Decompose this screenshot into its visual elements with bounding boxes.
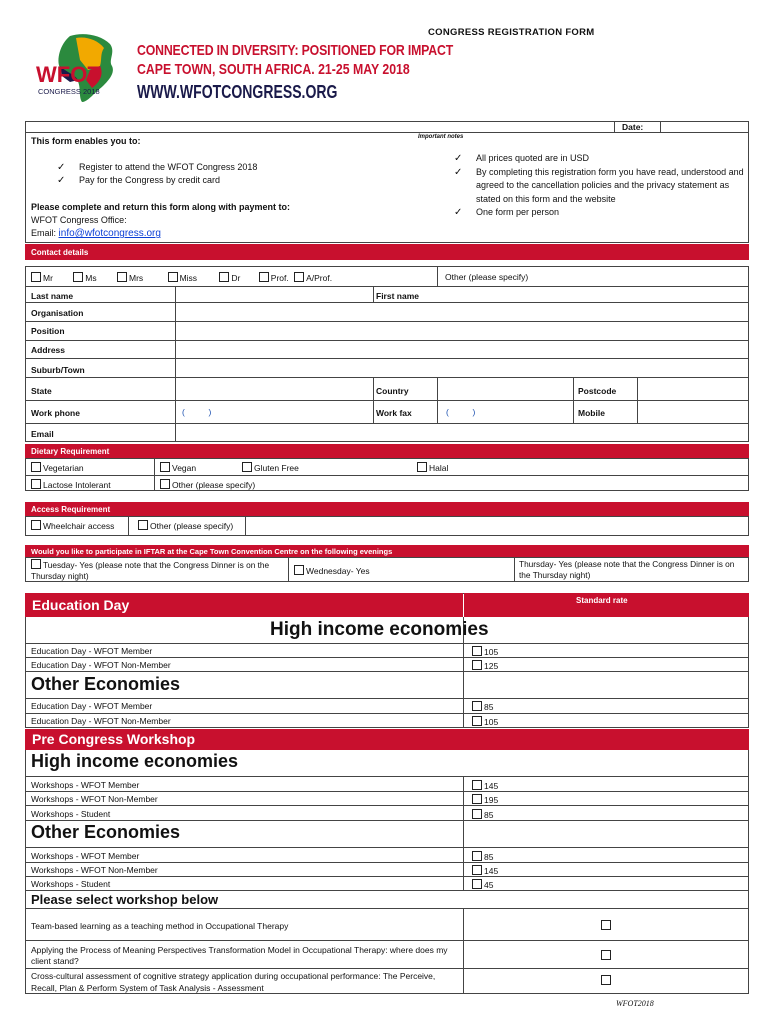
option-label: Lactose Intolerant: [43, 480, 111, 490]
work-phone-label: Work phone: [31, 408, 80, 418]
table-row-label: Education Day - WFOT Member: [31, 646, 153, 656]
address-label: Address: [31, 345, 66, 355]
workshop-title: Pre Congress Workshop: [25, 729, 749, 750]
option-label: Other (please specify): [172, 480, 256, 490]
postcode-label: Postcode: [578, 386, 617, 396]
dietary-section-header: Dietary Requirement: [25, 444, 749, 458]
table-row-label: Workshops - WFOT Member: [31, 851, 140, 861]
checkbox-vegan[interactable]: [160, 462, 170, 472]
list-item: ✓ One form per person: [454, 206, 744, 220]
checkbox-mr[interactable]: [31, 272, 41, 282]
workshop-option-label: Applying the Process of Meaning Perspectives Transformation Model in Occupational Therapy: where does my client stand?: [31, 945, 448, 966]
education-high-income-heading: High income economies: [270, 619, 489, 640]
checkbox-workshop-3[interactable]: [601, 975, 611, 985]
workshop-high-income-heading: High income economies: [31, 751, 239, 771]
option-label: Vegan: [172, 463, 197, 473]
banner-url[interactable]: WWW.WFOTCONGRESS.ORG: [137, 82, 338, 102]
list-item: ✓ All prices quoted are in USD: [454, 152, 744, 166]
price: 145: [484, 781, 499, 791]
table-row-label: Education Day - WFOT Non-Member: [31, 716, 171, 726]
mobile-label: Mobile: [578, 408, 605, 418]
checkbox-dietary-other[interactable]: [160, 479, 170, 489]
important-notes-label: Important notes: [418, 134, 464, 140]
checkbox-ws-other-member[interactable]: [472, 851, 482, 861]
table-row-label: Workshops - WFOT Member: [31, 780, 140, 790]
last-name-label: Last name: [31, 291, 74, 301]
organisation-label: Organisation: [31, 308, 84, 318]
option-label: Halal: [429, 463, 449, 473]
checkbox-prof[interactable]: [259, 272, 269, 282]
option-label: Wheelchair access: [43, 521, 115, 531]
position-label: Position: [31, 326, 65, 336]
checkbox-edu-other-member[interactable]: [472, 701, 482, 711]
work-fax-input[interactable]: ( ): [446, 407, 476, 417]
price: 85: [484, 702, 494, 712]
checkbox-edu-other-nonmember[interactable]: [472, 716, 482, 726]
price: 45: [484, 880, 494, 890]
checkbox-edu-high-member[interactable]: [472, 646, 482, 656]
standard-rate-header: Standard rate: [464, 593, 749, 617]
wfot-logo: [30, 30, 130, 110]
checkbox-dr[interactable]: [219, 272, 229, 282]
option-label: Tuesday- Yes (please note that the Congress Dinner is on the Thursday night): [31, 560, 270, 581]
logo-text: WFOT: [36, 62, 101, 87]
access-table: [25, 516, 749, 536]
price: 195: [484, 795, 499, 805]
other-title-label: Other (please specify): [445, 272, 529, 282]
checkbox-miss[interactable]: [168, 272, 178, 282]
price: 125: [484, 661, 499, 671]
title-options: [31, 272, 332, 283]
email-label: Email:: [31, 228, 57, 238]
option-label: Gluten Free: [254, 463, 299, 473]
price: 105: [484, 717, 499, 727]
checkbox-aprof[interactable]: [294, 272, 304, 282]
checkbox-gluten-free[interactable]: [242, 462, 252, 472]
checkbox-lactose[interactable]: [31, 479, 41, 489]
logo-sub: CONGRESS 2018: [38, 87, 100, 96]
table-row-label: Workshops - WFOT Non-Member: [31, 865, 158, 875]
checkbox-halal[interactable]: [417, 462, 427, 472]
checkbox-iftar-tuesday[interactable]: [31, 559, 41, 569]
workshop-other-economies-heading: Other Economies: [31, 822, 181, 842]
table-row-label: Education Day - WFOT Member: [31, 701, 153, 711]
workshop-option-label: Team-based learning as a teaching method in Occupational Therapy: [31, 921, 289, 931]
form-title: CONGRESS REGISTRATION FORM: [428, 27, 595, 38]
checkbox-edu-high-nonmember[interactable]: [472, 660, 482, 670]
state-label: State: [31, 386, 52, 396]
title-label: Prof.: [270, 273, 289, 283]
title-label: A/Prof.: [306, 273, 333, 283]
title-label: Mr: [43, 273, 53, 283]
checkbox-ms[interactable]: [73, 272, 83, 282]
suburb-label: Suburb/Town: [31, 365, 85, 375]
checkbox-workshop-2[interactable]: [601, 950, 611, 960]
price: 105: [484, 647, 499, 657]
return-label: Please complete and return this form along with payment to:: [31, 202, 291, 212]
title-label: Miss: [179, 273, 198, 283]
table-row-label: Workshops - WFOT Non-Member: [31, 794, 158, 804]
checkbox-access-other[interactable]: [138, 520, 148, 530]
notes-list: [454, 152, 744, 220]
work-phone-input[interactable]: ( ): [182, 407, 212, 417]
price: 85: [484, 810, 494, 820]
first-name-label: First name: [376, 291, 419, 301]
option-label: Other (please specify): [150, 521, 234, 531]
work-fax-label: Work fax: [376, 408, 412, 418]
iftar-thursday-label[interactable]: Thursday- Yes (please note that the Congress Dinner is on the Thursday night): [519, 559, 735, 580]
table-row-label: Workshops - Student: [31, 879, 111, 889]
enables-label: This form enables you to:: [31, 136, 141, 146]
checkbox-wheelchair[interactable]: [31, 520, 41, 530]
title-label: Dr: [231, 273, 241, 283]
contact-section-header: Contact details: [25, 244, 749, 260]
price: 145: [484, 866, 499, 876]
price: 85: [484, 852, 494, 862]
education-title: Education Day: [25, 593, 463, 617]
date-label: Date:: [622, 122, 644, 132]
checkbox-iftar-wednesday[interactable]: [294, 565, 304, 575]
list-item: ✓ Register to attend the WFOT Congress 2018: [57, 161, 257, 174]
country-label: Country: [376, 386, 409, 396]
checkbox-mrs[interactable]: [117, 272, 127, 282]
checkbox-ws-high-member[interactable]: [472, 780, 482, 790]
checkbox-vegetarian[interactable]: [31, 462, 41, 472]
checkbox-ws-high-student[interactable]: [472, 809, 482, 819]
title-label: Mrs: [129, 273, 144, 283]
option-label: Vegetarian: [43, 463, 84, 473]
checkbox-ws-high-nonmember[interactable]: [472, 794, 482, 804]
iftar-question: Would you like to participate in IFTAR at the Cape Town Convention Centre on the following evenings: [25, 545, 749, 557]
email-field-label: Email: [31, 429, 54, 439]
checkbox-workshop-1[interactable]: [601, 920, 611, 930]
enables-list: [57, 161, 257, 187]
option-label: Wednesday- Yes: [306, 566, 370, 576]
list-item: ✓ By completing this registration form you have read, understood and agreed to the cancellation policies and the privacy statement as stated on this form and the website: [454, 166, 744, 207]
education-other-economies-heading: Other Economies: [31, 674, 181, 694]
email-link[interactable]: info@wfotcongress.org: [58, 228, 161, 239]
checkbox-ws-other-nonmember[interactable]: [472, 865, 482, 875]
access-section-header: Access Requirement: [25, 502, 749, 516]
workshop-option-label: Cross-cultural assessment of cognitive strategy application during occupational performance: The Perceive, Recall, Plan & Perform System of Task Analysis - Assessment: [31, 971, 436, 993]
banner-theme: CONNECTED IN DIVERSITY: POSITIONED FOR IMPACT: [137, 42, 454, 59]
select-workshop-heading: Please select workshop below: [31, 892, 219, 907]
list-item: ✓ Pay for the Congress by credit card: [57, 174, 257, 187]
checkbox-ws-other-student[interactable]: [472, 879, 482, 889]
office-label: WFOT Congress Office:: [31, 215, 127, 225]
title-label: Ms: [85, 273, 97, 283]
table-row-label: Education Day - WFOT Non-Member: [31, 660, 171, 670]
banner-location: CAPE TOWN, SOUTH AFRICA. 21-25 MAY 2018: [137, 61, 410, 78]
table-row-label: Workshops - Student: [31, 809, 111, 819]
footer-code: WFOT2018: [616, 999, 654, 1008]
